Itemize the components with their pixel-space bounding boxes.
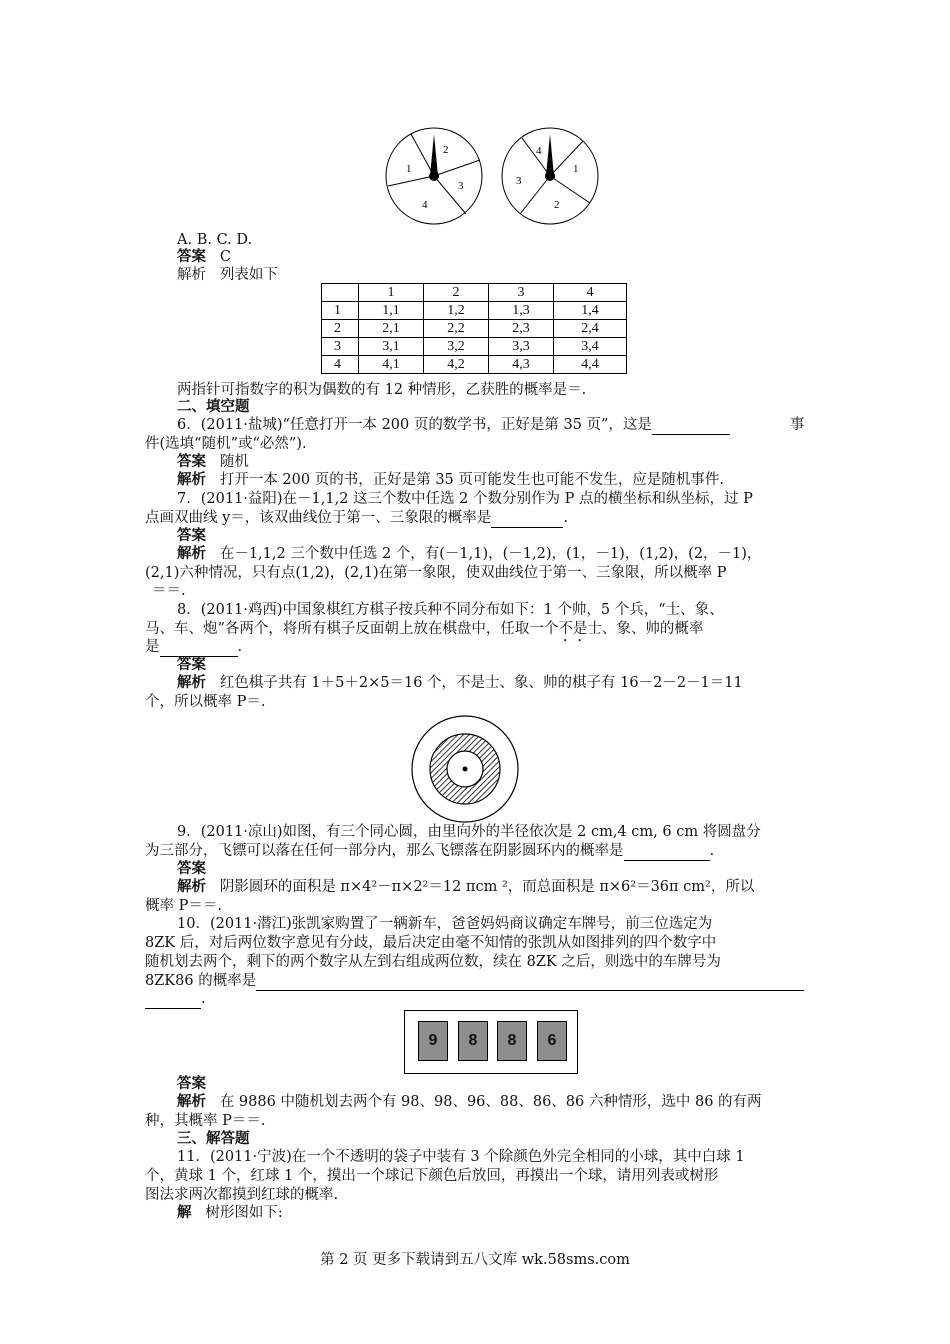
analysis-text: 红色棋子共有 1＋5＋2×5＝16 个，不是士、象、帅的棋子有 16－2－2－1＝11 xyxy=(219,675,743,691)
question-text: 8ZK86 的概率是 xyxy=(145,973,257,989)
q9-analysis-line2: 概率 P＝＝. xyxy=(145,898,222,914)
q8-answer-label: 答案 xyxy=(177,656,206,673)
table-row xyxy=(322,320,627,338)
q8-analysis xyxy=(177,674,743,692)
q10-stem-line5: . xyxy=(145,990,206,1009)
answer-blank xyxy=(652,416,730,435)
q7-analysis-line3: ＝＝. xyxy=(152,583,186,599)
emphasized-text: 不是 xyxy=(558,621,588,637)
table-cell: 2 xyxy=(322,320,359,338)
q9-stem: 9．(2011·凉山)如图，有三个同心圆，由里向外的半径依次是 2 cm,4 cm, 6 cm 将圆盘分 xyxy=(177,824,761,840)
q6-stem-end: 事 xyxy=(790,417,805,433)
table-cell: 4,4 xyxy=(554,356,627,374)
q11-solution xyxy=(177,1204,283,1222)
answer-value: 随机 xyxy=(219,454,249,470)
analysis-label: 解析 xyxy=(177,545,206,562)
q6-stem xyxy=(177,416,730,435)
table-cell: 4,1 xyxy=(359,356,424,374)
q9-analysis xyxy=(177,878,754,896)
spinner-label: 2 xyxy=(443,144,449,156)
table-cell: 1,2 xyxy=(424,302,489,320)
center-dot xyxy=(463,767,468,772)
table-cell: 1 xyxy=(322,302,359,320)
q9-stem-line2: 为三部分，飞镖可以落在任何一部分内，那么飞镖落在阴影圆环内的概率是 . xyxy=(145,843,715,859)
answer-label: 答案 xyxy=(177,248,206,265)
question-text: 是 xyxy=(145,639,160,655)
table-cell: 4 xyxy=(322,356,359,374)
q9-answer-label: 答案 xyxy=(177,860,206,877)
table-cell: 2,1 xyxy=(359,320,424,338)
q11-stem-line3: 图法求两次都摸到红球的概率. xyxy=(145,1187,339,1203)
table-cell: 4,3 xyxy=(489,356,554,374)
q10-stem-line3: 随机划去两个，剩下的两个数字从左到右组成两位数，续在 8ZK 之后，则选中的车牌号为 xyxy=(145,954,721,970)
table-cell: 2,4 xyxy=(554,320,627,338)
table-cell: 1 xyxy=(359,284,424,302)
q10-analysis-line2: 种，其概率 P＝＝. xyxy=(145,1113,266,1129)
section-heading: 二、填空题 xyxy=(177,398,250,415)
table-cell: 3 xyxy=(322,338,359,356)
analysis-label: 解析 xyxy=(177,471,206,488)
answer-blank xyxy=(145,990,201,1009)
q5-options: A. B. C. D. xyxy=(177,232,253,248)
q8-stem-line3: 是 . xyxy=(145,639,243,655)
spinner-label: 4 xyxy=(536,145,542,157)
q5-answer xyxy=(177,248,231,266)
table-cell: 1,3 xyxy=(489,302,554,320)
q10-stem: 10．(2011·潜江)张凯家购置了一辆新车，爸爸妈妈商议确定车牌号，前三位选定为 xyxy=(177,916,713,932)
q10-stem-line4 xyxy=(145,972,804,991)
table-cell: 3,3 xyxy=(489,338,554,356)
spinner-label: 3 xyxy=(458,180,464,192)
q7-analysis xyxy=(177,545,761,563)
q11-stem: 11．(2011·宁波)在一个不透明的袋子中装有 3 个除颜色外完全相同的小球，其中白球 1 xyxy=(177,1149,745,1165)
number-card: 8 xyxy=(497,1021,527,1061)
section-heading: 三、解答题 xyxy=(177,1130,250,1147)
q8-stem: 8．(2011·鸡西)中国象棋红方棋子按兵种不同分布如下：1 个帅，5 个兵，“士、象、 xyxy=(177,602,724,618)
question-text: 6．(2011·盐城)“任意打开一本 200 页的数学书，正好是第 35 页”，这是 xyxy=(177,417,652,433)
q5-analysis xyxy=(177,266,278,284)
q7-answer-label: 答案 xyxy=(177,527,206,544)
question-text: 士、象、帅的概率 xyxy=(587,621,704,637)
answer-blank xyxy=(624,842,710,861)
table-cell: 2 xyxy=(424,284,489,302)
table-cell: 1,1 xyxy=(359,302,424,320)
left-spinner xyxy=(386,128,482,224)
analysis-label: 解析 xyxy=(177,1093,206,1110)
table-cell: 3,1 xyxy=(359,338,424,356)
table-cell: 1,4 xyxy=(554,302,627,320)
table-cell: 4,2 xyxy=(424,356,489,374)
number-card: 6 xyxy=(537,1021,567,1061)
q6-stem-line2: 件(选填“随机”或“必然”). xyxy=(145,436,307,452)
answer-blank xyxy=(256,972,804,991)
analysis-text: 阴影圆环的面积是 π×4²－π×2²＝12 πcm ²，而总面积是 π×6²＝36π cm²，所以 xyxy=(219,879,755,895)
q7-analysis-line2: (2,1)六种情况，只有点(1,2)，(2,1)在第一象限，使双曲线位于第一、三象限，所以概率 P xyxy=(145,565,727,581)
question-text: 点画双曲线 y＝，该双曲线位于第一、三象限的概率是 xyxy=(145,510,492,526)
table-cell: 2,2 xyxy=(424,320,489,338)
q11-stem-line2: 个，黄球 1 个，红球 1 个，摸出一个球记下颜色后放回，再摸出一个球，请用列表或树形 xyxy=(145,1168,719,1184)
table-row xyxy=(322,338,627,356)
right-spinner xyxy=(502,128,598,224)
table-cell xyxy=(322,284,359,302)
analysis-label: 解析 xyxy=(177,878,206,895)
table-header-row xyxy=(322,284,627,302)
q7-stem: 7．(2011·益阳)在－1,1,2 这三个数中任选 2 个数分别作为 P 点的横坐标和纵坐标，过 P xyxy=(177,491,753,507)
spinner-figures xyxy=(380,126,610,226)
number-card: 8 xyxy=(458,1021,488,1061)
solution-label: 解 xyxy=(177,1204,192,1221)
table-cell: 3 xyxy=(489,284,554,302)
q7-stem-line2: 点画双曲线 y＝，该双曲线位于第一、三象限的概率是 . xyxy=(145,510,568,526)
question-text: 为三部分，飞镖可以落在任何一部分内，那么飞镖落在阴影圆环内的概率是 xyxy=(145,843,624,859)
q6-answer xyxy=(177,453,249,471)
table-cell: 3,2 xyxy=(424,338,489,356)
spinner-label: 3 xyxy=(516,175,522,187)
q5-conclusion: 两指针可指数字的积为偶数的有 12 种情形，乙获胜的概率是＝. xyxy=(177,382,587,398)
analysis-text: 列表如下 xyxy=(219,267,278,283)
concentric-circles-figure xyxy=(410,714,520,824)
page-footer: 第 2 页 更多下载请到五八文库 wk.58sms.com xyxy=(320,1252,630,1268)
table-cell: 4 xyxy=(554,284,627,302)
answer-blank xyxy=(491,509,563,528)
analysis-text: 在－1,1,2 三个数中任选 2 个，有(－1,1)，(－1,2)，(1，－1)，(1,2)，(2，－1)， xyxy=(219,546,762,562)
spinner-label: 1 xyxy=(406,163,412,175)
answer-value: C xyxy=(219,249,231,265)
analysis-text: 打开一本 200 页的书，正好是第 35 页可能发生也可能不发生，应是随机事件. xyxy=(219,472,724,488)
table-row xyxy=(322,356,627,374)
solution-text: 树形图如下: xyxy=(205,1205,283,1221)
spinner-label: 4 xyxy=(422,199,428,211)
table-cell: 2,3 xyxy=(489,320,554,338)
analysis-label: 解析 xyxy=(177,267,206,283)
spinner-label: 1 xyxy=(573,163,579,175)
answer-blank xyxy=(160,638,238,657)
q10-stem-line2: 8ZK 后，对后两位数字意见有分歧，最后决定由毫不知情的张凯从如图排列的四个数字中 xyxy=(145,935,717,951)
q8-analysis-line2: 个，所以概率 P＝. xyxy=(145,694,266,710)
answer-label: 答案 xyxy=(177,453,206,470)
product-table xyxy=(321,283,627,374)
analysis-text: 在 9886 中随机划去两个有 98、98、96、88、86、86 六种情形，选中 86 的有两 xyxy=(219,1094,762,1110)
spinner-label: 2 xyxy=(554,199,560,211)
question-text: 马、车、炮”各两个，将所有棋子反面朝上放在棋盘中，任取一个 xyxy=(145,621,559,637)
table-row xyxy=(322,302,627,320)
table-cell: 3,4 xyxy=(554,338,627,356)
q6-analysis xyxy=(177,471,724,489)
number-card: 9 xyxy=(418,1021,448,1061)
q10-answer-label: 答案 xyxy=(177,1075,206,1092)
q10-analysis xyxy=(177,1093,762,1111)
analysis-label: 解析 xyxy=(177,674,206,691)
